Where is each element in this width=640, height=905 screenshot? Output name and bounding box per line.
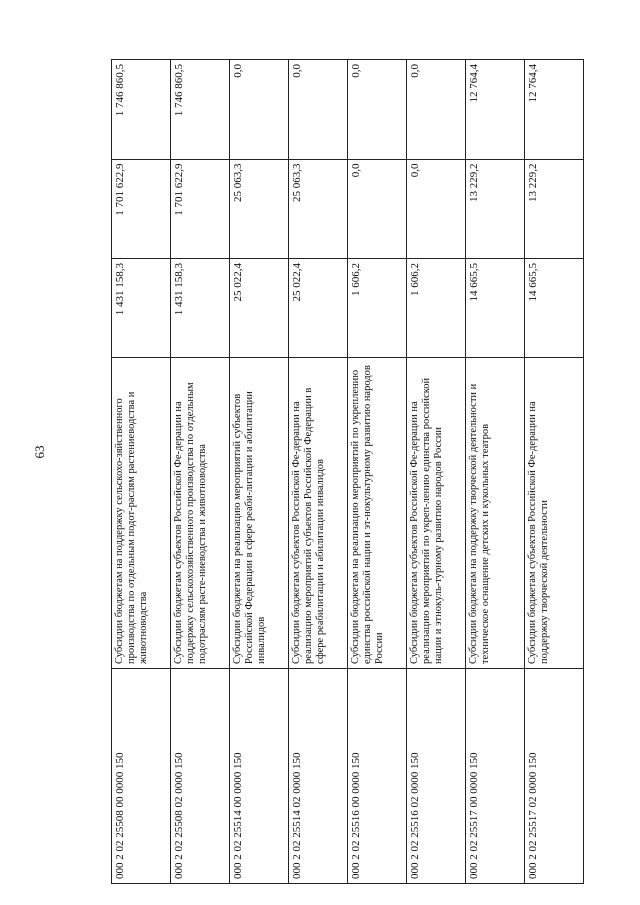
table-row (112, 60, 171, 884)
value-cell-3: 0,0 (230, 60, 289, 160)
budget-code-cell: 000 2 02 25508 02 0000 150 (171, 668, 230, 883)
budget-table-container (111, 59, 591, 884)
value-cell-1: 1 606,2 (348, 259, 407, 358)
value-cell-3: 0,0 (289, 60, 348, 160)
table-row (466, 60, 525, 884)
budget-code-cell: 000 2 02 25517 00 0000 150 (466, 668, 525, 883)
value-cell-3: 0,0 (348, 60, 407, 160)
value-cell-3: 0,0 (407, 60, 466, 160)
description-cell: Субсидии бюджетам субъектов Российской Фе-дерации на поддержку творческой деятельности (525, 358, 584, 669)
value-cell-3: 12 764,4 (466, 60, 525, 160)
table-row (171, 60, 230, 884)
description-cell: Субсидии бюджетам субъектов Российской Фе-дерации на реализацию мероприятий по укреп-лению единства российской нации и этнокуль-турному развитию народов России (407, 358, 466, 669)
budget-code-cell: 000 2 02 25514 02 0000 150 (289, 668, 348, 883)
budget-code-cell: 000 2 02 25517 02 0000 150 (525, 668, 584, 883)
value-cell-2: 0,0 (348, 159, 407, 258)
table-row (407, 60, 466, 884)
description-cell: Субсидии бюджетам на реализацию мероприятий по укреплению единства российской нации и эт-нокультурному развитию народов России (348, 358, 407, 669)
budget-code-cell: 000 2 02 25516 00 0000 150 (348, 668, 407, 883)
budget-code-cell: 000 2 02 25516 02 0000 150 (407, 668, 466, 883)
table-row (348, 60, 407, 884)
value-cell-2: 25 063,3 (289, 159, 348, 258)
value-cell-1: 14 665,5 (466, 259, 525, 358)
value-cell-3: 1 746 860,5 (171, 60, 230, 160)
table-row (525, 60, 584, 884)
value-cell-1: 25 022,4 (289, 259, 348, 358)
budget-code-cell: 000 2 02 25514 00 0000 150 (230, 668, 289, 883)
description-cell: Субсидии бюджетам субъектов Российской Фе-дерации на поддержку сельскохозяйственного производства по отдельным подотраслям расте-ниеводства и животноводства (171, 358, 230, 669)
value-cell-1: 1 606,2 (407, 259, 466, 358)
table-row (289, 60, 348, 884)
value-cell-1: 25 022,4 (230, 259, 289, 358)
value-cell-3: 1 746 860,5 (112, 60, 171, 160)
description-cell: Субсидии бюджетам субъектов Российской Фе-дерации на реализацию мероприятий субъектов Российской Федерации в сфере реабилитации и абилитации инвалидов (289, 358, 348, 669)
value-cell-2: 13 229,2 (525, 159, 584, 258)
value-cell-1: 1 431 158,3 (171, 259, 230, 358)
value-cell-2: 0,0 (407, 159, 466, 258)
value-cell-2: 1 701 622,9 (112, 159, 171, 258)
description-cell: Субсидии бюджетам на поддержку творческой деятельности и техническое оснащение детских и кукольных театров (466, 358, 525, 669)
table-row (230, 60, 289, 884)
value-cell-3: 12 764,4 (525, 60, 584, 160)
description-cell: Субсидии бюджетам на реализацию мероприятий субъектов Российской Федерации в сфере реаби-литации и абилитации инвалидов (230, 358, 289, 669)
value-cell-2: 25 063,3 (230, 159, 289, 258)
budget-code-cell: 000 2 02 25508 00 0000 150 (112, 668, 171, 883)
value-cell-2: 13 229,2 (466, 159, 525, 258)
value-cell-1: 1 431 158,3 (112, 259, 171, 358)
value-cell-1: 14 665,5 (525, 259, 584, 358)
page-number: 63 (32, 445, 47, 459)
description-cell: Субсидии бюджетам на поддержку сельскохо-зяйственного производства по отдельным подот-раслям растениеводства и животноводства (112, 358, 171, 669)
value-cell-2: 1 701 622,9 (171, 159, 230, 258)
budget-table (111, 59, 584, 884)
